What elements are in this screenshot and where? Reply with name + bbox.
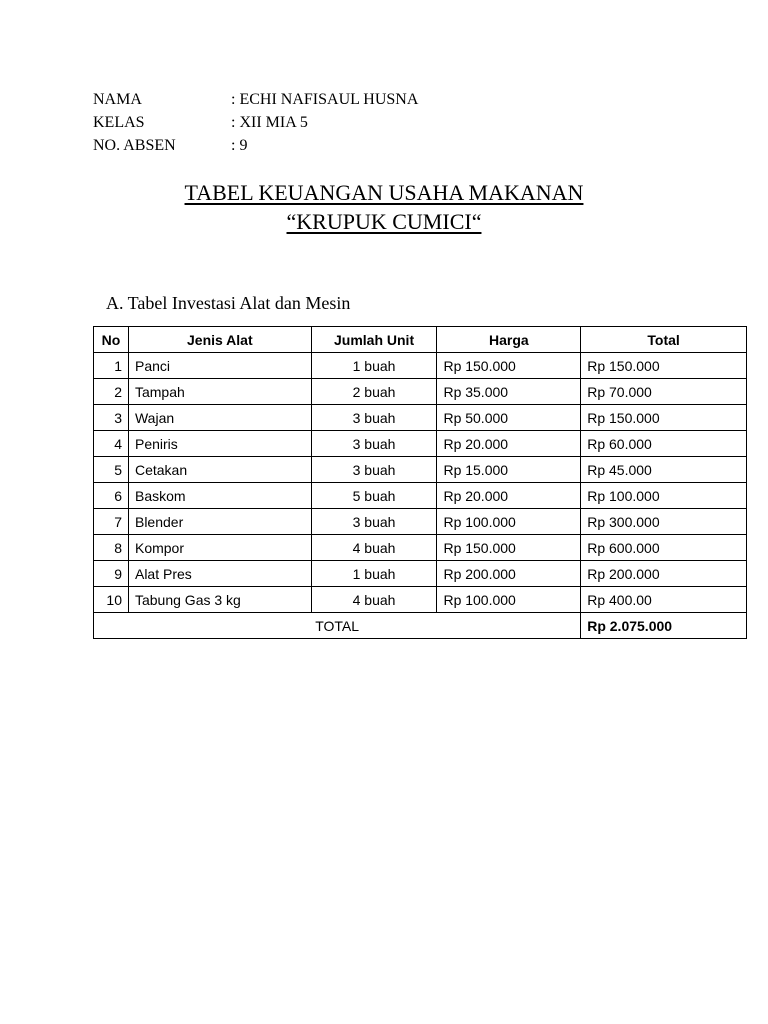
- cell-jenis-alat: Tampah: [128, 379, 311, 405]
- identity-row-nama: [93, 88, 418, 111]
- cell-jenis-alat: Alat Pres: [128, 561, 311, 587]
- cell-total: Rp 100.000: [581, 483, 747, 509]
- cell-harga: Rp 35.000: [437, 379, 581, 405]
- table-row: [94, 353, 747, 379]
- cell-total: Rp 150.000: [581, 353, 747, 379]
- cell-harga: Rp 150.000: [437, 353, 581, 379]
- cell-jenis-alat: Tabung Gas 3 kg: [128, 587, 311, 613]
- cell-jumlah-unit: 4 buah: [311, 587, 437, 613]
- cell-jumlah-unit: 4 buah: [311, 535, 437, 561]
- title-line-1: TABEL KEUANGAN USAHA MAKANAN: [184, 180, 584, 205]
- identity-value: : ECHI NAFISAUL HUSNA: [231, 91, 419, 108]
- cell-no: 3: [94, 405, 129, 431]
- cell-total: Rp 600.000: [581, 535, 747, 561]
- cell-jumlah-unit: 3 buah: [311, 509, 437, 535]
- identity-row-kelas: [93, 111, 418, 134]
- table-row: [94, 535, 747, 561]
- cell-harga: Rp 50.000: [437, 405, 581, 431]
- investment-table: [93, 326, 747, 639]
- identity-row-absen: [93, 134, 418, 157]
- cell-total: Rp 200.000: [581, 561, 747, 587]
- table-row: [94, 483, 747, 509]
- cell-jumlah-unit: 3 buah: [311, 405, 437, 431]
- cell-jumlah-unit: 3 buah: [311, 457, 437, 483]
- identity-label: NAMA: [93, 91, 142, 108]
- cell-no: 2: [94, 379, 129, 405]
- table-row: [94, 379, 747, 405]
- table-row: [94, 587, 747, 613]
- cell-jumlah-unit: 2 buah: [311, 379, 437, 405]
- identity-value: : XII MIA 5: [231, 114, 308, 131]
- header-harga: Harga: [437, 327, 581, 353]
- cell-harga: Rp 15.000: [437, 457, 581, 483]
- cell-jenis-alat: Wajan: [128, 405, 311, 431]
- title-line-2: “KRUPUK CUMICI“: [286, 209, 482, 234]
- cell-jumlah-unit: 5 buah: [311, 483, 437, 509]
- cell-total: Rp 45.000: [581, 457, 747, 483]
- cell-no: 5: [94, 457, 129, 483]
- cell-no: 7: [94, 509, 129, 535]
- total-label: TOTAL: [94, 613, 581, 639]
- cell-harga: Rp 20.000: [437, 431, 581, 457]
- header-jumlah-unit: Jumlah Unit: [311, 327, 437, 353]
- cell-jenis-alat: Cetakan: [128, 457, 311, 483]
- cell-harga: Rp 100.000: [437, 509, 581, 535]
- table-row: [94, 509, 747, 535]
- cell-jumlah-unit: 1 buah: [311, 353, 437, 379]
- table-header-row: [94, 327, 747, 353]
- identity-value: : 9: [231, 137, 248, 154]
- cell-harga: Rp 200.000: [437, 561, 581, 587]
- table-row: [94, 431, 747, 457]
- header-jenis-alat: Jenis Alat: [128, 327, 311, 353]
- identity-label: NO. ABSEN: [93, 137, 176, 154]
- identity-block: [93, 88, 418, 157]
- section-heading: A. Tabel Investasi Alat dan Mesin: [106, 293, 351, 313]
- cell-no: 8: [94, 535, 129, 561]
- header-no: No: [94, 327, 129, 353]
- cell-total: Rp 150.000: [581, 405, 747, 431]
- table-row: [94, 561, 747, 587]
- cell-jenis-alat: Blender: [128, 509, 311, 535]
- cell-total: Rp 400.00: [581, 587, 747, 613]
- total-value: Rp 2.075.000: [581, 613, 747, 639]
- cell-no: 4: [94, 431, 129, 457]
- cell-jenis-alat: Baskom: [128, 483, 311, 509]
- header-total: Total: [581, 327, 747, 353]
- document-title: [0, 178, 768, 236]
- identity-label: KELAS: [93, 114, 145, 131]
- cell-harga: Rp 150.000: [437, 535, 581, 561]
- cell-jenis-alat: Kompor: [128, 535, 311, 561]
- cell-no: 9: [94, 561, 129, 587]
- cell-harga: Rp 100.000: [437, 587, 581, 613]
- cell-jenis-alat: Peniris: [128, 431, 311, 457]
- cell-total: Rp 60.000: [581, 431, 747, 457]
- cell-no: 10: [94, 587, 129, 613]
- cell-no: 6: [94, 483, 129, 509]
- cell-total: Rp 300.000: [581, 509, 747, 535]
- cell-no: 1: [94, 353, 129, 379]
- cell-jumlah-unit: 3 buah: [311, 431, 437, 457]
- table-total-row: [94, 613, 747, 639]
- table-row: [94, 405, 747, 431]
- table-row: [94, 457, 747, 483]
- cell-harga: Rp 20.000: [437, 483, 581, 509]
- cell-jenis-alat: Panci: [128, 353, 311, 379]
- cell-jumlah-unit: 1 buah: [311, 561, 437, 587]
- cell-total: Rp 70.000: [581, 379, 747, 405]
